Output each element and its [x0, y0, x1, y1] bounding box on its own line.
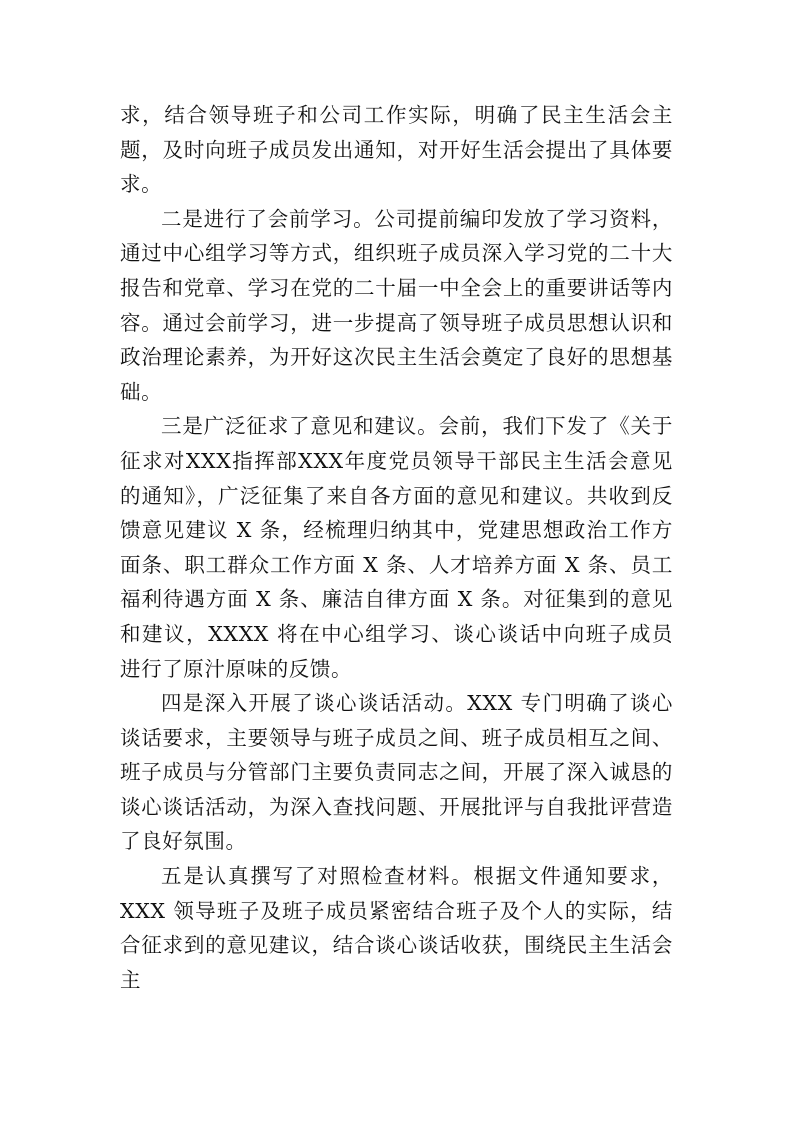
document-body	[120, 98, 673, 997]
paragraph-solicit-opinions: 三是广泛征求了意见和建议。会前，我们下发了《关于征求对XXX指挥部XXX年度党员领导干部民主生活会意见的通知》，广泛征集了来自各方面的意见和建议。共收到反馈意见建议 X 条，经梳理归纳其中，党建思想政治工作方面条、职工群众工作方面 X 条、人才培养方面 X 条、员工福利待遇方面 X 条、廉洁自律方面 X 条。对征集到的意见和建议，XXXX 将在中心组学习、谈心谈话中向班子成员进行了原汁原味的反馈。	[120, 414, 673, 681]
paragraph-pre-meeting-study: 二是进行了会前学习。公司提前编印发放了学习资料，通过中心组学习等方式，组织班子成员深入学习党的二十大报告和党章、学习在党的二十届一中全会上的重要讲话等内容。通过会前学习，进一步提高了领导班子成员思想认识和政治理论素养，为开好这次民主生活会奠定了良好的思想基础。	[120, 206, 673, 404]
paragraph-continuation: 求，结合领导班子和公司工作实际，明确了民主生活会主题，及时向班子成员发出通知，对开好生活会提出了具体要求。	[120, 103, 673, 197]
paragraph-inspection-materials: 五是认真撰写了对照检查材料。根据文件通知要求，XXX 领导班子及班子成员紧密结合班子及个人的实际，结合征求到的意见建议，结合谈心谈话收获，围绕民主生活会主	[120, 864, 673, 992]
paragraph-heart-to-heart-talks: 四是深入开展了谈心谈话活动。XXX 专门明确了谈心谈话要求，主要领导与班子成员之间、班子成员相互之间、班子成员与分管部门主要负责同志之间，开展了深入诚恳的谈心谈话活动，为深入查找问题、开展批评与自我批评营造了良好氛围。	[120, 691, 673, 854]
